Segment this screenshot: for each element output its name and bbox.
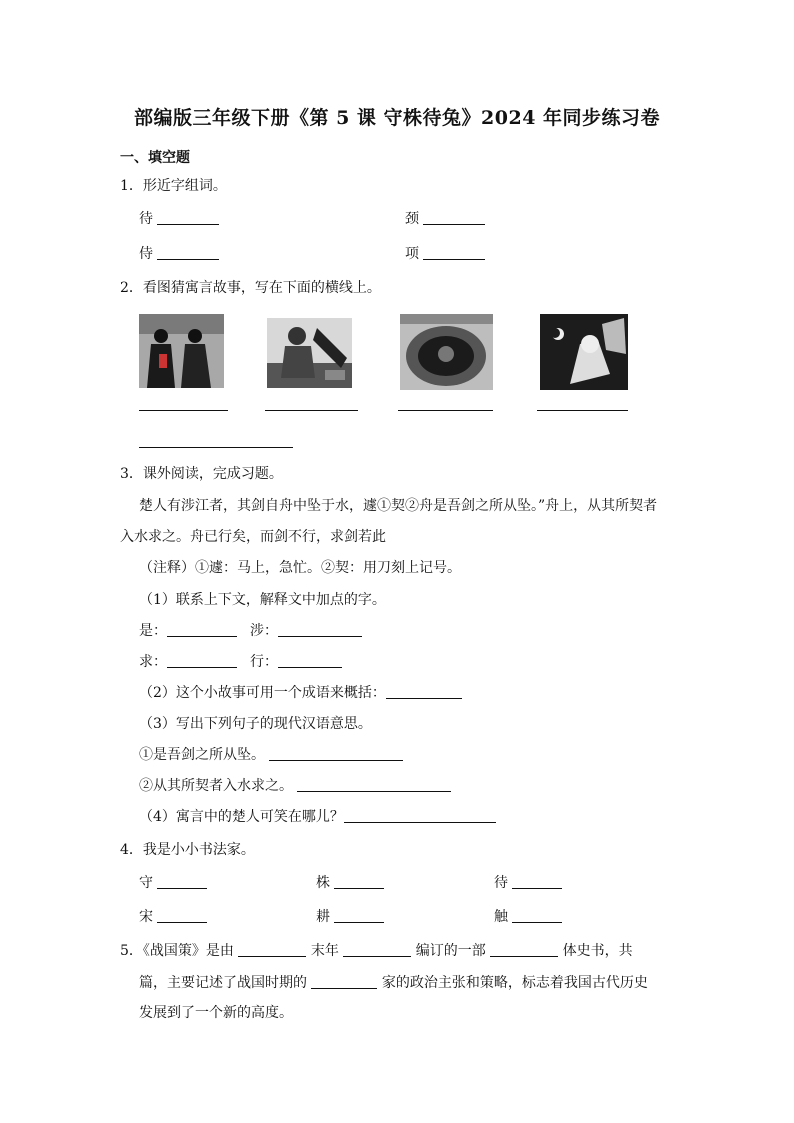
q3-word-item xyxy=(250,653,342,671)
q4-char: 待 xyxy=(494,875,508,891)
answer-blank[interactable] xyxy=(334,887,384,889)
q4-item xyxy=(494,874,562,892)
question-5-line-3: 发展到了一个新的高度。 xyxy=(139,1005,293,1021)
answer-blank[interactable] xyxy=(512,887,562,889)
word-label: 求： xyxy=(139,654,167,670)
question-5-line-2 xyxy=(139,974,648,992)
answer-blank[interactable] xyxy=(423,258,485,260)
q5-text: 体史书，共 xyxy=(562,943,633,959)
q4-char: 守 xyxy=(139,875,153,891)
q1-char: 颈 xyxy=(405,211,419,227)
sentence-1 xyxy=(139,746,403,764)
word-label: 行： xyxy=(250,654,278,670)
question-3-prompt: 3．课外阅读，完成习题。 xyxy=(120,466,283,482)
question-4-prompt: 4．我是小小书法家。 xyxy=(120,842,255,858)
answer-blank[interactable] xyxy=(343,955,411,957)
q3-word-item xyxy=(250,622,362,640)
answer-line[interactable] xyxy=(398,410,493,411)
answer-blank[interactable] xyxy=(311,987,377,989)
q4-char: 株 xyxy=(316,875,330,891)
sentence-2 xyxy=(139,777,451,795)
question-1-prompt: 1．形近字组词。 xyxy=(120,178,227,194)
question-5-line-1 xyxy=(120,942,633,960)
q1-char: 侍 xyxy=(139,246,153,262)
answer-line[interactable] xyxy=(139,447,293,448)
q3-word-item xyxy=(139,622,237,640)
answer-blank[interactable] xyxy=(167,635,237,637)
sub-question-2 xyxy=(139,684,462,702)
answer-blank[interactable] xyxy=(490,955,558,957)
sub-question-1: （1）联系上下文，解释文中加点的字。 xyxy=(139,592,386,608)
answer-blank[interactable] xyxy=(157,921,207,923)
answer-line[interactable] xyxy=(265,410,358,411)
q4-char: 耕 xyxy=(316,909,330,925)
q1-item xyxy=(405,210,485,228)
answer-blank[interactable] xyxy=(278,635,362,637)
answer-blank[interactable] xyxy=(423,223,485,225)
q4-item xyxy=(494,908,562,926)
q5-text: 末年 xyxy=(310,943,339,959)
q1-char: 待 xyxy=(139,211,153,227)
answer-blank[interactable] xyxy=(512,921,562,923)
q1-item xyxy=(405,245,485,263)
sentence-1-text: ①是吾剑之所从坠。 xyxy=(139,747,265,763)
word-label: 是： xyxy=(139,623,167,639)
question-2-prompt: 2．看图猜寓言故事，写在下面的横线上。 xyxy=(120,280,381,296)
q1-item xyxy=(139,210,219,228)
answer-blank[interactable] xyxy=(269,759,403,761)
q5-text: 家的政治主张和策略，标志着我国古代历史 xyxy=(381,975,648,991)
page-title: 部编版三年级下册《第 5 课 守株待兔》2024 年同步练习卷 xyxy=(133,107,661,129)
q1-char: 项 xyxy=(405,246,419,262)
answer-blank[interactable] xyxy=(344,821,496,823)
sub-question-3: （3）写出下列句子的现代汉语意思。 xyxy=(139,716,372,732)
answer-blank[interactable] xyxy=(334,921,384,923)
sub-question-4 xyxy=(139,808,496,826)
q4-char: 宋 xyxy=(139,909,153,925)
q1-item xyxy=(139,245,219,263)
answer-blank[interactable] xyxy=(157,258,219,260)
q4-item xyxy=(139,908,207,926)
answer-line[interactable] xyxy=(537,410,628,411)
q3-word-item xyxy=(139,653,237,671)
answer-blank[interactable] xyxy=(157,223,219,225)
answer-line[interactable] xyxy=(139,410,228,411)
notes: （注释）①遽：马上，急忙。②契：用刀刻上记号。 xyxy=(139,560,461,576)
word-label: 涉： xyxy=(250,623,278,639)
answer-blank[interactable] xyxy=(297,790,451,792)
sub-question-4-text: （4）寓言中的楚人可笑在哪儿？ xyxy=(139,809,344,825)
q5-text: 5．《战国策》是由 xyxy=(120,943,234,959)
section-heading: 一、填空题 xyxy=(120,150,190,166)
fable-picture-3 xyxy=(400,314,493,390)
q4-char: 触 xyxy=(494,909,508,925)
q4-item xyxy=(316,908,384,926)
q4-item xyxy=(316,874,384,892)
answer-blank[interactable] xyxy=(238,955,306,957)
answer-blank[interactable] xyxy=(167,666,237,668)
fable-picture-2 xyxy=(267,318,352,388)
sentence-2-text: ②从其所契者入水求之。 xyxy=(139,778,293,794)
answer-blank[interactable] xyxy=(386,697,462,699)
q4-item xyxy=(139,874,207,892)
q5-text: 编订的一部 xyxy=(415,943,486,959)
fable-picture-4 xyxy=(540,314,628,390)
passage-line: 楚人有涉江者，其剑自舟中坠于水，遽①契②舟是吾剑之所从坠。”舟上，从其所契者 xyxy=(139,498,658,514)
answer-blank[interactable] xyxy=(278,666,342,668)
q5-text: 篇，主要记述了战国时期的 xyxy=(139,975,307,991)
answer-blank[interactable] xyxy=(157,887,207,889)
fable-picture-1 xyxy=(139,314,224,388)
sub-question-2-text: （2）这个小故事可用一个成语来概括： xyxy=(139,685,386,701)
passage-line: 入水求之。舟已行矣，而剑不行，求剑若此 xyxy=(120,529,386,545)
